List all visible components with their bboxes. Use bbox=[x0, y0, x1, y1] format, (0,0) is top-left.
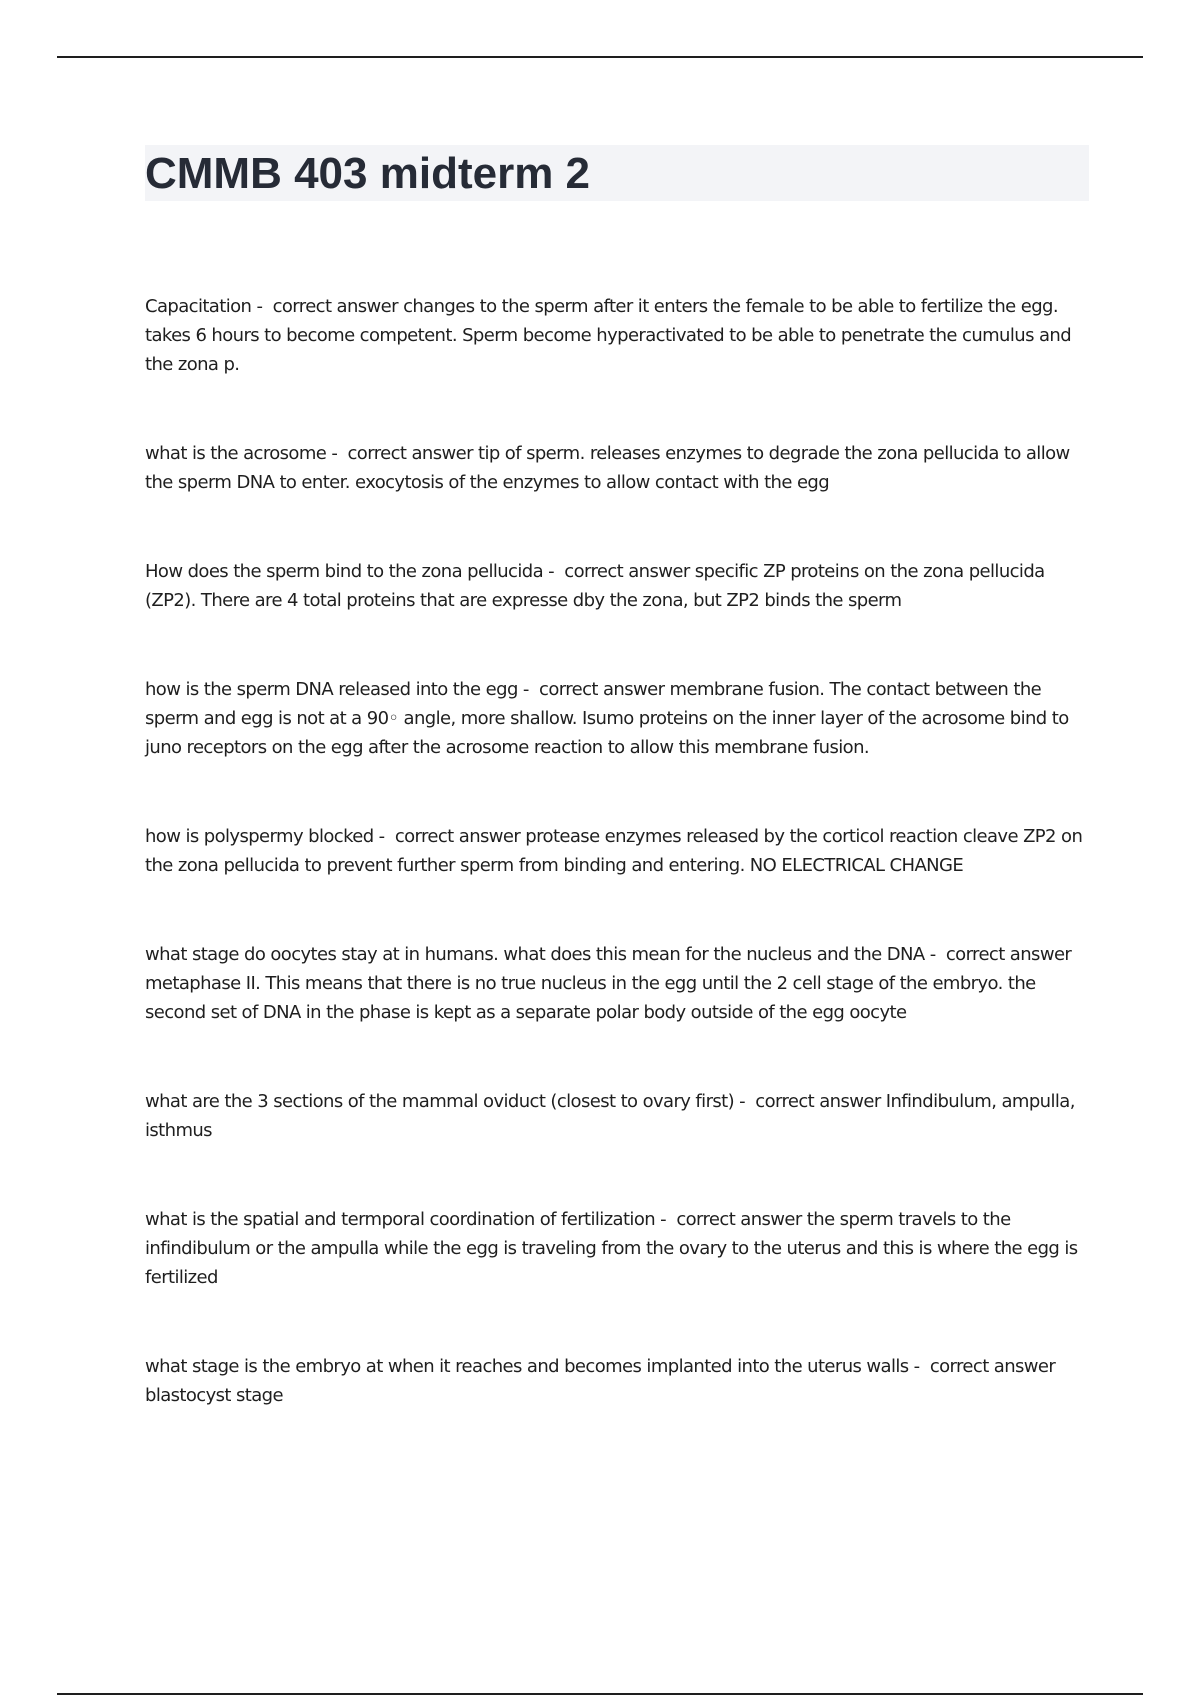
qa-item bbox=[145, 940, 1090, 1027]
top-rule bbox=[57, 56, 1143, 58]
answer-text: correct answer blastocyst stage bbox=[145, 1356, 1056, 1406]
question-text: what are the 3 sections of the mammal oviduct (closest to ovary first) bbox=[145, 1091, 735, 1112]
separator: - bbox=[517, 679, 540, 700]
answer-text: correct answer changes to the sperm after it enters the female to be able to fertilize the egg. takes 6 hours to become competent. Sperm become hyperactivated to be able to penetrate the cumulus and the zona p. bbox=[145, 296, 1072, 375]
answer-text: correct answer the sperm travels to the infindibulum or the ampulla while the egg is traveling from the ovary to the uterus and this is where the egg is fertilized bbox=[145, 1209, 1078, 1288]
separator: - bbox=[908, 1356, 930, 1377]
separator: - bbox=[924, 944, 946, 965]
qa-item bbox=[145, 1087, 1090, 1145]
question-text: how is polyspermy blocked bbox=[145, 826, 374, 847]
separator: - bbox=[373, 826, 395, 847]
bottom-rule bbox=[57, 1693, 1143, 1695]
answer-text: correct answer membrane fusion. The contact between the sperm and egg is not at a 90◦ angle, more shallow. Isumo proteins on the inner layer of the acrosome bind to juno receptors on the egg after the acrosome reaction to allow this membrane fusion. bbox=[145, 679, 1069, 758]
question-text: what stage do oocytes stay at in humans. what does this mean for the nucleus and the DNA bbox=[145, 944, 925, 965]
answer-text: correct answer protease enzymes released by the corticol reaction cleave ZP2 on the zona pellucida to prevent further sperm from binding and entering. NO ELECTRICAL CHANGE bbox=[145, 826, 1083, 876]
qa-item bbox=[145, 439, 1090, 497]
qa-item bbox=[145, 675, 1090, 762]
qa-item bbox=[145, 1205, 1090, 1292]
separator: - bbox=[655, 1209, 677, 1230]
separator: - bbox=[251, 296, 273, 317]
answer-text: correct answer specific ZP proteins on the zona pellucida (ZP2). There are 4 total proteins that are expresse dby the zona, but ZP2 binds the sperm bbox=[145, 561, 1045, 611]
separator: - bbox=[543, 561, 565, 582]
answer-text: correct answer Infindibulum, ampulla, isthmus bbox=[145, 1091, 1075, 1141]
question-text: what is the acrosome bbox=[145, 443, 327, 464]
page-title: CMMB 403 midterm 2 bbox=[145, 149, 591, 198]
qa-item bbox=[145, 1352, 1090, 1410]
separator: - bbox=[326, 443, 348, 464]
question-text: what is the spatial and termporal coordination of fertilization bbox=[145, 1209, 656, 1230]
question-text: How does the sperm bind to the zona pellucida bbox=[145, 561, 544, 582]
qa-item bbox=[145, 292, 1090, 379]
qa-list bbox=[145, 292, 1090, 1470]
question-text: how is the sperm DNA released into the egg bbox=[145, 679, 518, 700]
qa-item bbox=[145, 557, 1090, 615]
answer-text: correct answer tip of sperm. releases enzymes to degrade the zona pellucida to allow the sperm DNA to enter. exocytosis of the enzymes to allow contact with the egg bbox=[145, 443, 1070, 493]
answer-text: correct answer metaphase II. This means that there is no true nucleus in the egg until the 2 cell stage of the embryo. the second set of DNA in the phase is kept as a separate polar body outside of the egg oocyte bbox=[145, 944, 1072, 1023]
separator: - bbox=[734, 1091, 756, 1112]
question-text: Capacitation bbox=[145, 296, 252, 317]
question-text: what stage is the embryo at when it reaches and becomes implanted into the uterus walls bbox=[145, 1356, 909, 1377]
qa-item bbox=[145, 822, 1090, 880]
